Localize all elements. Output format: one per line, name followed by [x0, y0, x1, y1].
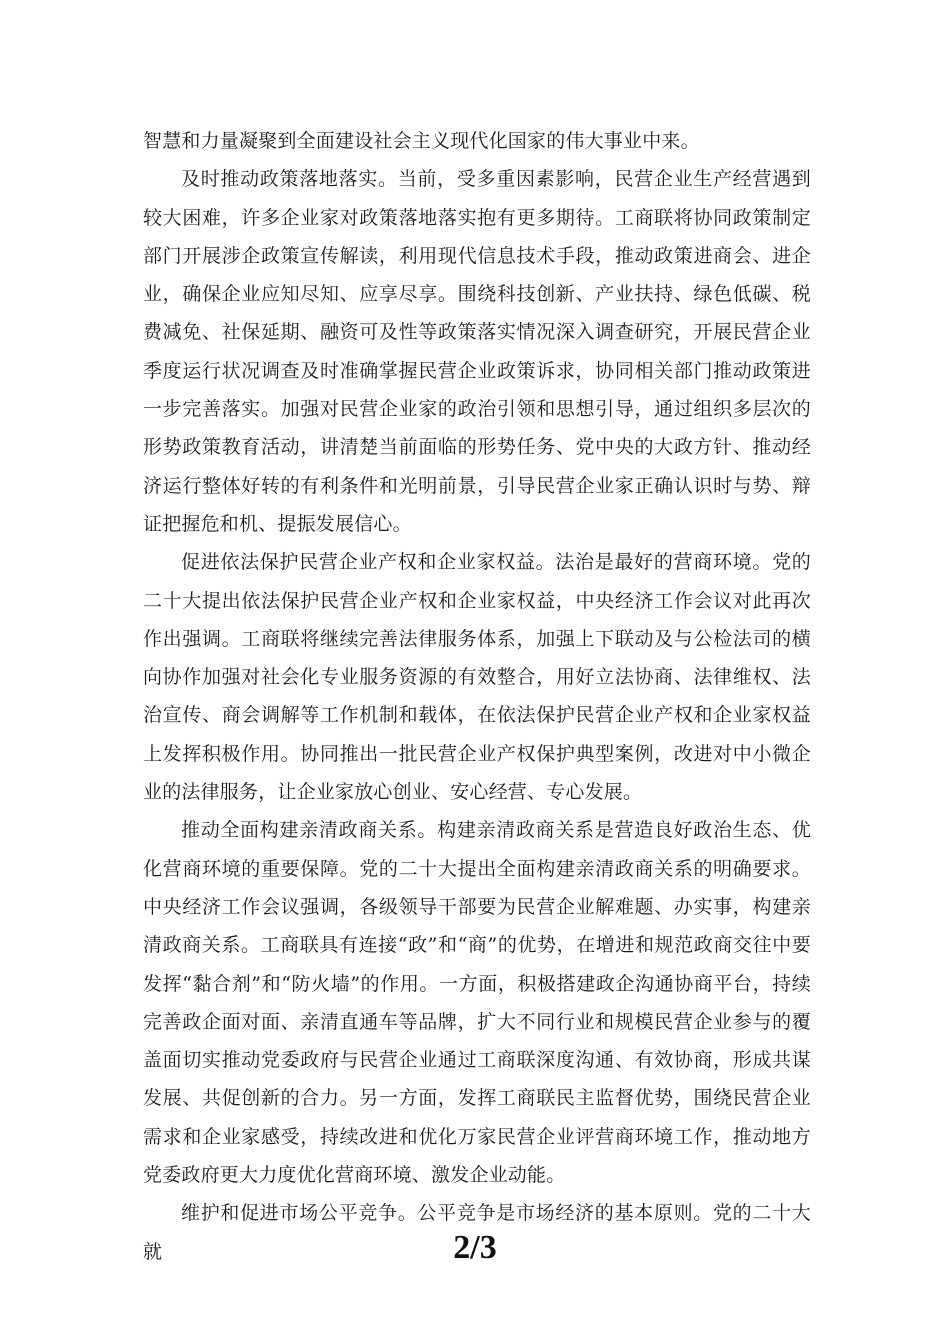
- paragraph-fair-competition: 维护和促进市场公平竞争。公平竞争是市场经济的基本原则。党的二十大就: [143, 1202, 811, 1263]
- paragraph-continuation: 智慧和力量凝聚到全面建设社会主义现代化国家的伟大事业中来。: [143, 130, 700, 152]
- paragraph-government-business-relations: 推动全面构建亲清政商关系。构建亲清政商关系是营造良好政治生态、优化营商环境的重要保障。党的二十大提出全面构建亲清政商关系的明确要求。中央经济工作会议强调，各级领导干部要为民营企业解难题、办实事，构建亲清政商关系。工商联具有连接“政”和“商”的优势，在增进和规范政商交往中要发挥“黏合剂”和“防火墙”的作用。一方面，积极搭建政企沟通协商平台，持续完善政企面对面、亲清直通车等品牌，扩大不同行业和规模民营企业参与的覆盖面切实推动党委政府与民营企业通过工商联深度沟通、有效协商，形成共谋发展、共促创新的合力。另一方面，发挥工商联民主监督优势，围绕民营企业需求和企业家感受，持续改进和优化万家民营企业评营商环境工作，推动地方党委政府更大力度优化营商环境、激发企业动能。: [143, 819, 811, 1187]
- body-text: [143, 122, 811, 1271]
- page-number: 2/3: [453, 1229, 497, 1266]
- paragraph-property-rights: 促进依法保护民营企业产权和企业家权益。法治是最好的营商环境。党的二十大提出依法保护民营企业产权和企业家权益，中央经济工作会议对此再次作出强调。工商联将继续完善法律服务体系，加强上下联动及与公检法司的横向协作加强对社会化专业服务资源的有效整合，用好立法协商、法律维权、法治宣传、商会调解等工作机制和载体，在依法保护民营企业产权和企业家权益上发挥积极作用。协同推出一批民营企业产权保护典型案例，改进对中小微企业的法律服务，让企业家放心创业、安心经营、专心发展。: [143, 551, 811, 804]
- paragraph-policy-implementation: 及时推动政策落地落实。当前，受多重因素影响，民营企业生产经营遇到较大困难，许多企业家对政策落地落实抱有更多期待。工商联将协同政策制定部门开展涉企政策宣传解读，利用现代信息技术手段，推动政策进商会、进企业，确保企业应知尽知、应享尽享。围绕科技创新、产业扶持、绿色低碳、税费减免、社保延期、融资可及性等政策落实情况深入调查研究，开展民营企业季度运行状况调查及时准确掌握民营企业政策诉求，协同相关部门推动政策进一步完善落实。加强对民营企业家的政治引领和思想引导，通过组织多层次的形势政策教育活动，讲清楚当前面临的形势任务、党中央的大政方针、推动经济运行整体好转的有利条件和光明前景，引导民营企业家正确认识时与势、辩证把握危和机、提振发展信心。: [143, 168, 811, 535]
